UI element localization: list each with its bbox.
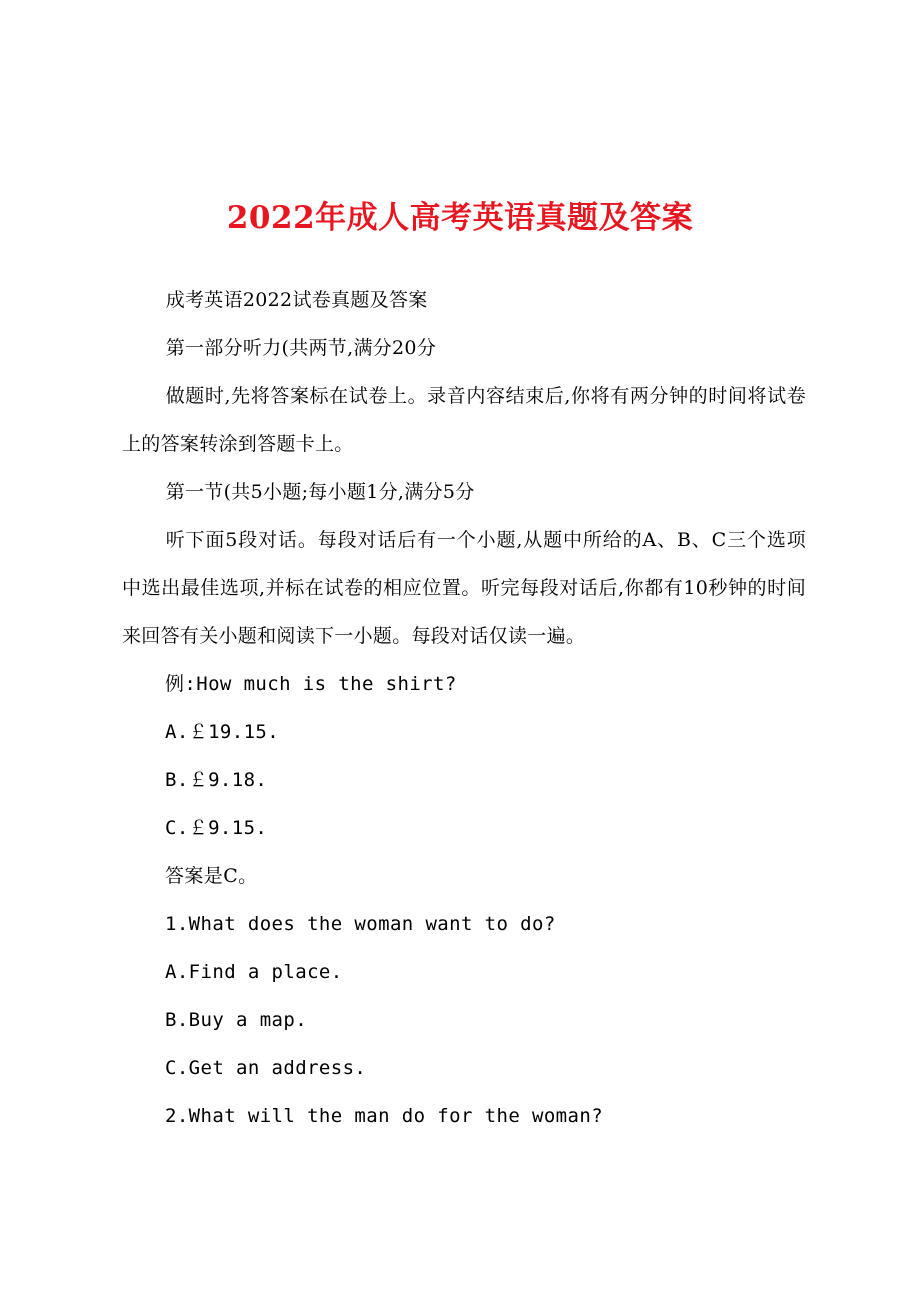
example-option-c: C.￡9.15.: [165, 817, 268, 839]
document-title: 2022年成人高考英语真题及答案: [226, 200, 694, 236]
question-2: 2.What will the man do for the woman?: [165, 1105, 604, 1127]
document-body: [122, 276, 806, 1140]
question-1-option-b: B.Buy a map.: [165, 1009, 308, 1031]
example-option-b: B.￡9.18.: [165, 769, 268, 791]
paragraph-part-one: 第一部分听力(共两节,满分20分: [165, 337, 437, 359]
paragraph-instructions: 做题时,先将答案标在试卷上。录音内容结束后,你将有两分钟的时间将试卷上的答案转涂到答题卡上。: [122, 385, 806, 455]
paragraph-section-one: 第一节(共5小题;每小题1分,满分5分: [165, 481, 475, 503]
example-option-a: A.￡19.15.: [165, 721, 280, 743]
example-question: 例:How much is the shirt?: [165, 673, 457, 695]
paragraph-subtitle: 成考英语2022试卷真题及答案: [165, 289, 428, 311]
example-answer: 答案是C。: [165, 865, 258, 887]
question-1-option-a: A.Find a place.: [165, 961, 343, 983]
question-1: 1.What does the woman want to do?: [165, 913, 556, 935]
question-1-option-c: C.Get an address.: [165, 1057, 367, 1079]
paragraph-directions: 听下面5段对话。每段对话后有一个小题,从题中所给的A、B、C三个选项中选出最佳选项,并标在试卷的相应位置。听完每段对话后,你都有10秒钟的时间来回答有关小题和阅读下一小题。每段对话仅读一遍。: [122, 529, 806, 647]
